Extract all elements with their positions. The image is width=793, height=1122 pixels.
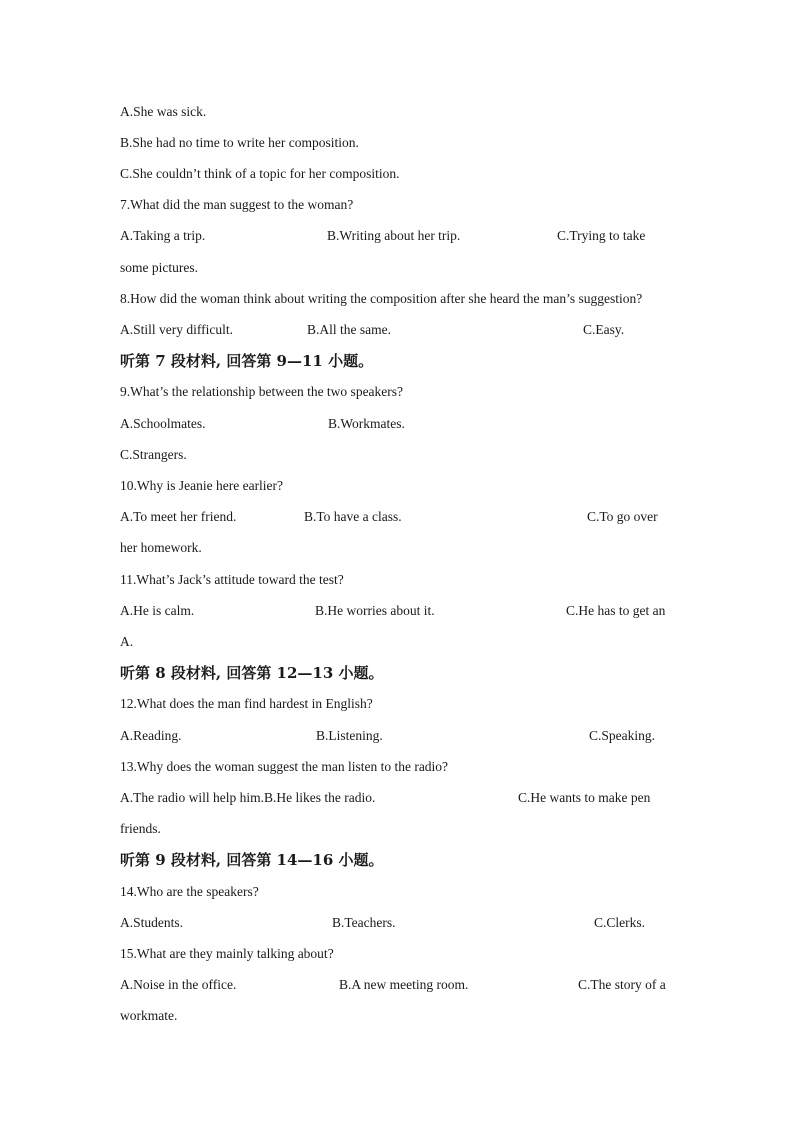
option-b-q15: B.A new meeting room. (339, 977, 469, 992)
option-a-q6: A.She was sick. (120, 104, 207, 119)
section-heading-8: 听第 8 段材料, 回答第 12—13 小题。 (120, 664, 384, 682)
option-b-q10: B.To have a class. (304, 509, 402, 524)
section-heading-7: 听第 7 段材料, 回答第 9—11 小题。 (120, 352, 374, 370)
option-b-q6: B.She had no time to write her composition. (120, 135, 359, 150)
option-c-q7-continued: some pictures. (120, 260, 198, 275)
question-9: 9.What’s the relationship between the two speakers? (120, 384, 404, 399)
option-b-q14: B.Teachers. (332, 915, 396, 930)
option-c-q7: C.Trying to take (557, 228, 646, 243)
option-c-q10-continued: her homework. (120, 540, 202, 555)
option-b-q9: B.Workmates. (328, 416, 405, 431)
option-b-q7: B.Writing about her trip. (327, 228, 461, 243)
question-15: 15.What are they mainly talking about? (120, 946, 334, 961)
option-c-q9: C.Strangers. (120, 447, 187, 462)
option-a-q11: A.He is calm. (120, 603, 195, 618)
option-c-q13-continued: friends. (120, 821, 161, 836)
option-a-q12: A.Reading. (120, 728, 182, 743)
option-c-q8: C.Easy. (583, 322, 625, 337)
option-c-q11: C.He has to get an (566, 603, 666, 618)
question-10: 10.Why is Jeanie here earlier? (120, 478, 284, 493)
option-a-q7: A.Taking a trip. (120, 228, 206, 243)
option-c-q15: C.The story of a (578, 977, 666, 992)
option-c-q15-continued: workmate. (120, 1008, 178, 1023)
question-11: 11.What’s Jack’s attitude toward the test? (120, 572, 344, 587)
option-c-q6: C.She couldn’t think of a topic for her composition. (120, 166, 400, 181)
option-a-q8: A.Still very difficult. (120, 322, 233, 337)
option-c-q11-continued: A. (120, 634, 134, 649)
option-c-q13: C.He wants to make pen (518, 790, 651, 805)
option-c-q14: C.Clerks. (594, 915, 646, 930)
option-b-q8: B.All the same. (307, 322, 391, 337)
option-a-q10: A.To meet her friend. (120, 509, 237, 524)
option-c-q12: C.Speaking. (589, 728, 655, 743)
question-8: 8.How did the woman think about writing the composition after she heard the man’s suggestion? (120, 291, 643, 306)
option-ab-q13: A.The radio will help him.B.He likes the radio. (120, 790, 376, 805)
option-a-q9: A.Schoolmates. (120, 416, 206, 431)
question-7: 7.What did the man suggest to the woman? (120, 197, 354, 212)
option-a-q14: A.Students. (120, 915, 184, 930)
option-b-q11: B.He worries about it. (315, 603, 435, 618)
question-12: 12.What does the man find hardest in English? (120, 696, 373, 711)
question-13: 13.Why does the woman suggest the man listen to the radio? (120, 759, 449, 774)
option-a-q15: A.Noise in the office. (120, 977, 237, 992)
option-b-q12: B.Listening. (316, 728, 383, 743)
question-14: 14.Who are the speakers? (120, 884, 259, 899)
section-heading-9: 听第 9 段材料, 回答第 14—16 小题。 (120, 851, 384, 869)
option-c-q10: C.To go over (587, 509, 658, 524)
